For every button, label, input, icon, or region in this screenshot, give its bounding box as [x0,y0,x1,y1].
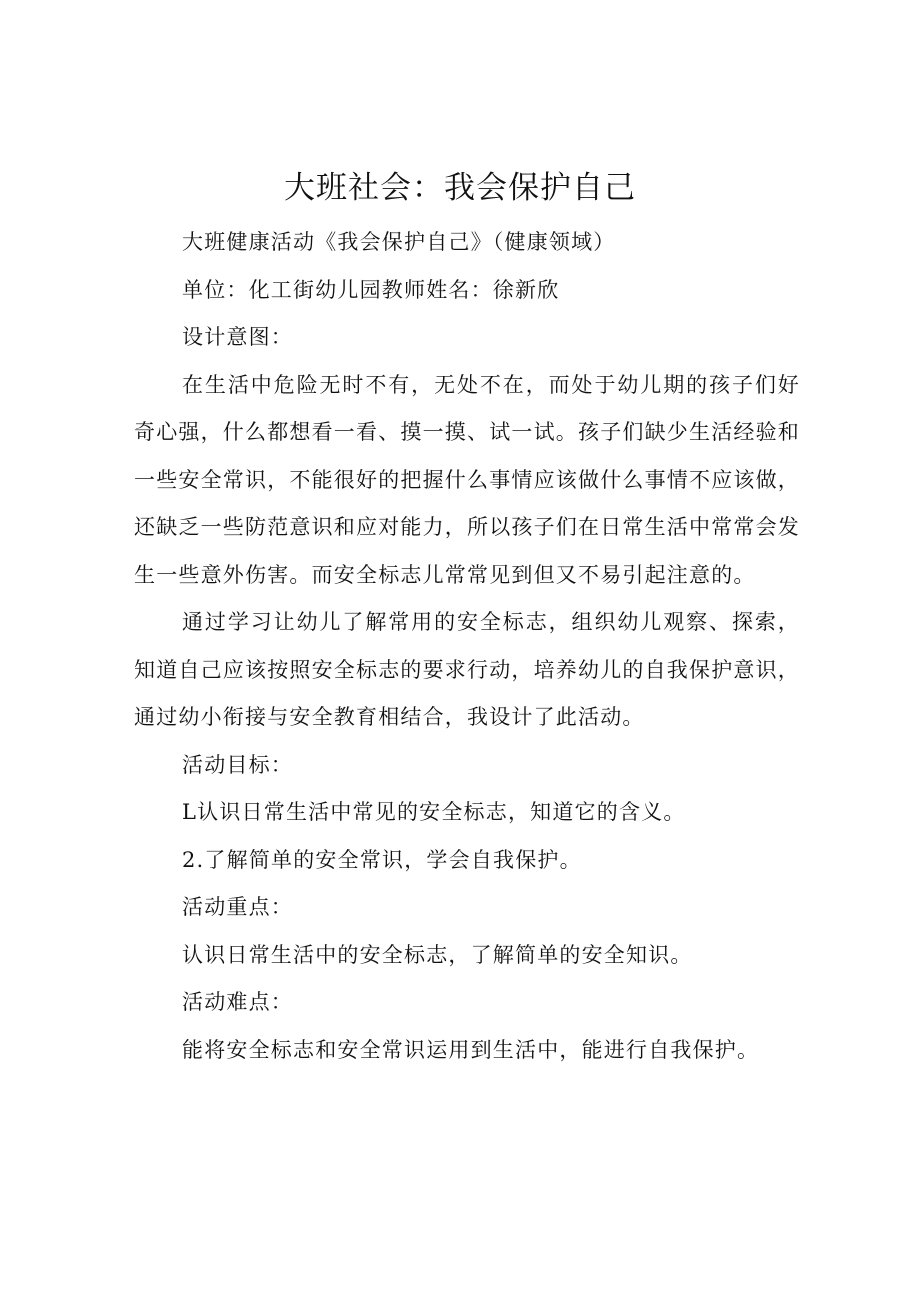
difficulty-heading: 活动难点： [182,990,293,1014]
key-points-text: 认识日常生活中的安全标志，了解简单的安全知识。 [182,942,693,967]
design-intent-paragraph-2: 通过学习让幼儿了解常用的安全标志，组织幼儿观察、探索，知道自己应该按照安全标志的要求行动，培养幼儿的自我保护意识，通过幼小衔接与安全教育相结合，我设计了此活动。 [134,610,800,729]
goal-item-2: 2.了解简单的安全常识，学会自我保护。 [182,847,582,872]
goal-item-1: L认识日常生活中常见的安全标志，知道它的含义。 [182,800,686,824]
activity-subtitle: 大班健康活动《我会保护自己》（健康领域） [182,230,616,254]
goals-heading: 活动目标： [182,752,293,777]
design-intent-heading: 设计意图： [182,325,293,349]
document-body [134,219,800,1074]
design-intent-paragraph-1: 在生活中危险无时不有，无处不在，而处于幼儿期的孩子们好奇心强，什么都想看一看、摸一摸、试一试。孩子们缺少生活经验和一些安全常识，不能很好的把握什么事情应该做什么事情不应该做，还缺乏一些防范意识和应对能力，所以孩子们在日常生活中常常会发生一些意外伤害。而安全标志儿常常见到但又不易引起注意的。 [134,372,800,587]
unit-teacher-line: 单位：化工街幼儿园教师姓名：徐新欣 [182,277,560,302]
document-title: 大班社会：我会保护自己 [284,170,636,206]
key-points-heading: 活动重点： [182,895,293,919]
difficulty-text: 能将安全标志和安全常识运用到生活中，能进行自我保护。 [182,1037,760,1062]
